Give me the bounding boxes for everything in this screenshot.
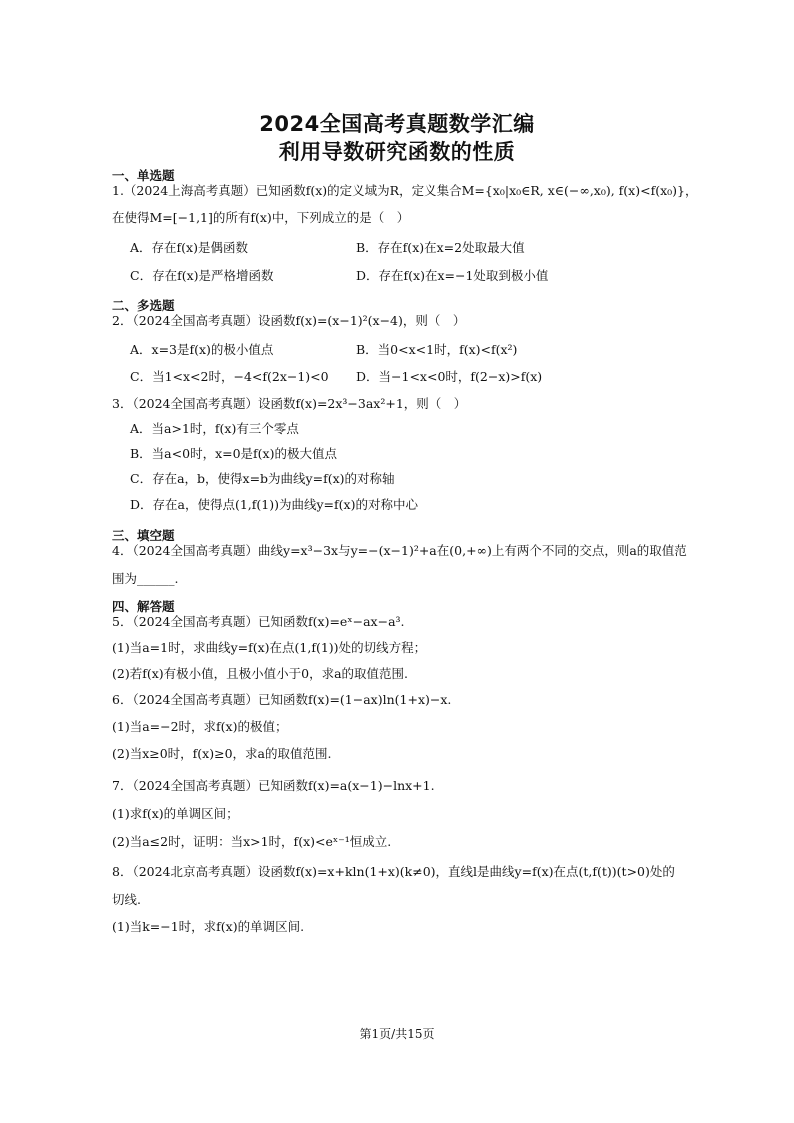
question-7-part-2: (2)当a≤2时，证明：当x>1时，f(x)<eˣ⁻¹恒成立.	[112, 834, 392, 849]
question-8-stem: 8．（2024北京高考真题）设函数f(x)=x+kln(1+x)(k≠0)，直线l是曲线y=f(x)在点(t,f(t))(t>0)处的	[112, 864, 675, 879]
question-2-stem: 2．（2024全国高考真题）设函数f(x)=(x−1)²(x−4)，则（ ）	[112, 313, 466, 328]
question-2-option-d: D．当−1<x<0时，f(2−x)>f(x)	[356, 369, 543, 384]
question-2-option-a: A．x=3是f(x)的极小值点	[130, 342, 274, 357]
document-title: 2024全国高考真题数学汇编	[259, 112, 535, 136]
section-heading-multi-choice: 二、多选题	[112, 298, 175, 313]
question-6-part-1: (1)当a=−2时，求f(x)的极值；	[112, 719, 288, 734]
page-number: 第1页/共15页	[359, 1027, 435, 1041]
question-4-stem: 4．（2024全国高考真题）曲线y=x³−3x与y=−(x−1)²+a在(0,+∞)上有两个不同的交点，则a的取值范	[112, 543, 687, 558]
question-2-option-c: C．当1<x<2时，−4<f(2x−1)<0	[130, 369, 329, 384]
question-6-stem: 6．（2024全国高考真题）已知函数f(x)=(1−ax)ln(1+x)−x.	[112, 692, 452, 707]
question-3-stem: 3．（2024全国高考真题）设函数f(x)=2x³−3ax²+1，则（ ）	[112, 396, 467, 411]
question-7-stem: 7．（2024全国高考真题）已知函数f(x)=a(x−1)−lnx+1.	[112, 778, 435, 793]
question-1-option-b: B．存在f(x)在x=2处取最大值	[356, 240, 525, 255]
question-8-stem-continued: 切线.	[112, 892, 141, 907]
question-7-part-1: (1)求f(x)的单调区间；	[112, 806, 239, 821]
question-5-part-1: (1)当a=1时，求曲线y=f(x)在点(1,f(1))处的切线方程；	[112, 640, 427, 655]
question-1-option-d: D．存在f(x)在x=−1处取到极小值	[356, 268, 549, 283]
question-1-stem-continued: 在使得M=[−1,1]的所有f(x)中，下列成立的是（ ）	[112, 210, 410, 225]
question-3-option-b: B．当a<0时，x=0是f(x)的极大值点	[130, 446, 337, 461]
question-1-option-c: C．存在f(x)是严格增函数	[130, 268, 274, 283]
question-3-option-c: C．存在a，b，使得x=b为曲线y=f(x)的对称轴	[130, 471, 395, 486]
question-5-part-2: (2)若f(x)有极小值，且极小值小于0，求a的取值范围.	[112, 666, 409, 681]
question-1-stem: 1.（2024上海高考真题）已知函数f(x)的定义域为R，定义集合M={x₀|x₀∈R, x∈(−∞,x₀), f(x)<f(x₀)}，	[112, 183, 698, 198]
question-4-stem-continued: 围为______.	[112, 571, 179, 586]
question-3-option-a: A．当a>1时，f(x)有三个零点	[130, 421, 299, 436]
question-8-part-1: (1)当k=−1时，求f(x)的单调区间.	[112, 919, 305, 934]
section-heading-fill-blank: 三、填空题	[112, 528, 175, 543]
section-heading-solutions: 四、解答题	[112, 599, 175, 614]
question-3-option-d: D．存在a，使得点(1,f(1))为曲线y=f(x)的对称中心	[130, 497, 418, 512]
document-subtitle: 利用导数研究函数的性质	[278, 140, 516, 164]
question-6-part-2: (2)当x≥0时，f(x)≥0，求a的取值范围.	[112, 746, 332, 761]
question-2-option-b: B．当0<x<1时，f(x)<f(x²)	[356, 342, 518, 357]
question-5-stem: 5．（2024全国高考真题）已知函数f(x)=eˣ−ax−a³.	[112, 614, 405, 629]
section-heading-single-choice: 一、单选题	[112, 168, 175, 183]
question-1-option-a: A．存在f(x)是偶函数	[130, 240, 248, 255]
